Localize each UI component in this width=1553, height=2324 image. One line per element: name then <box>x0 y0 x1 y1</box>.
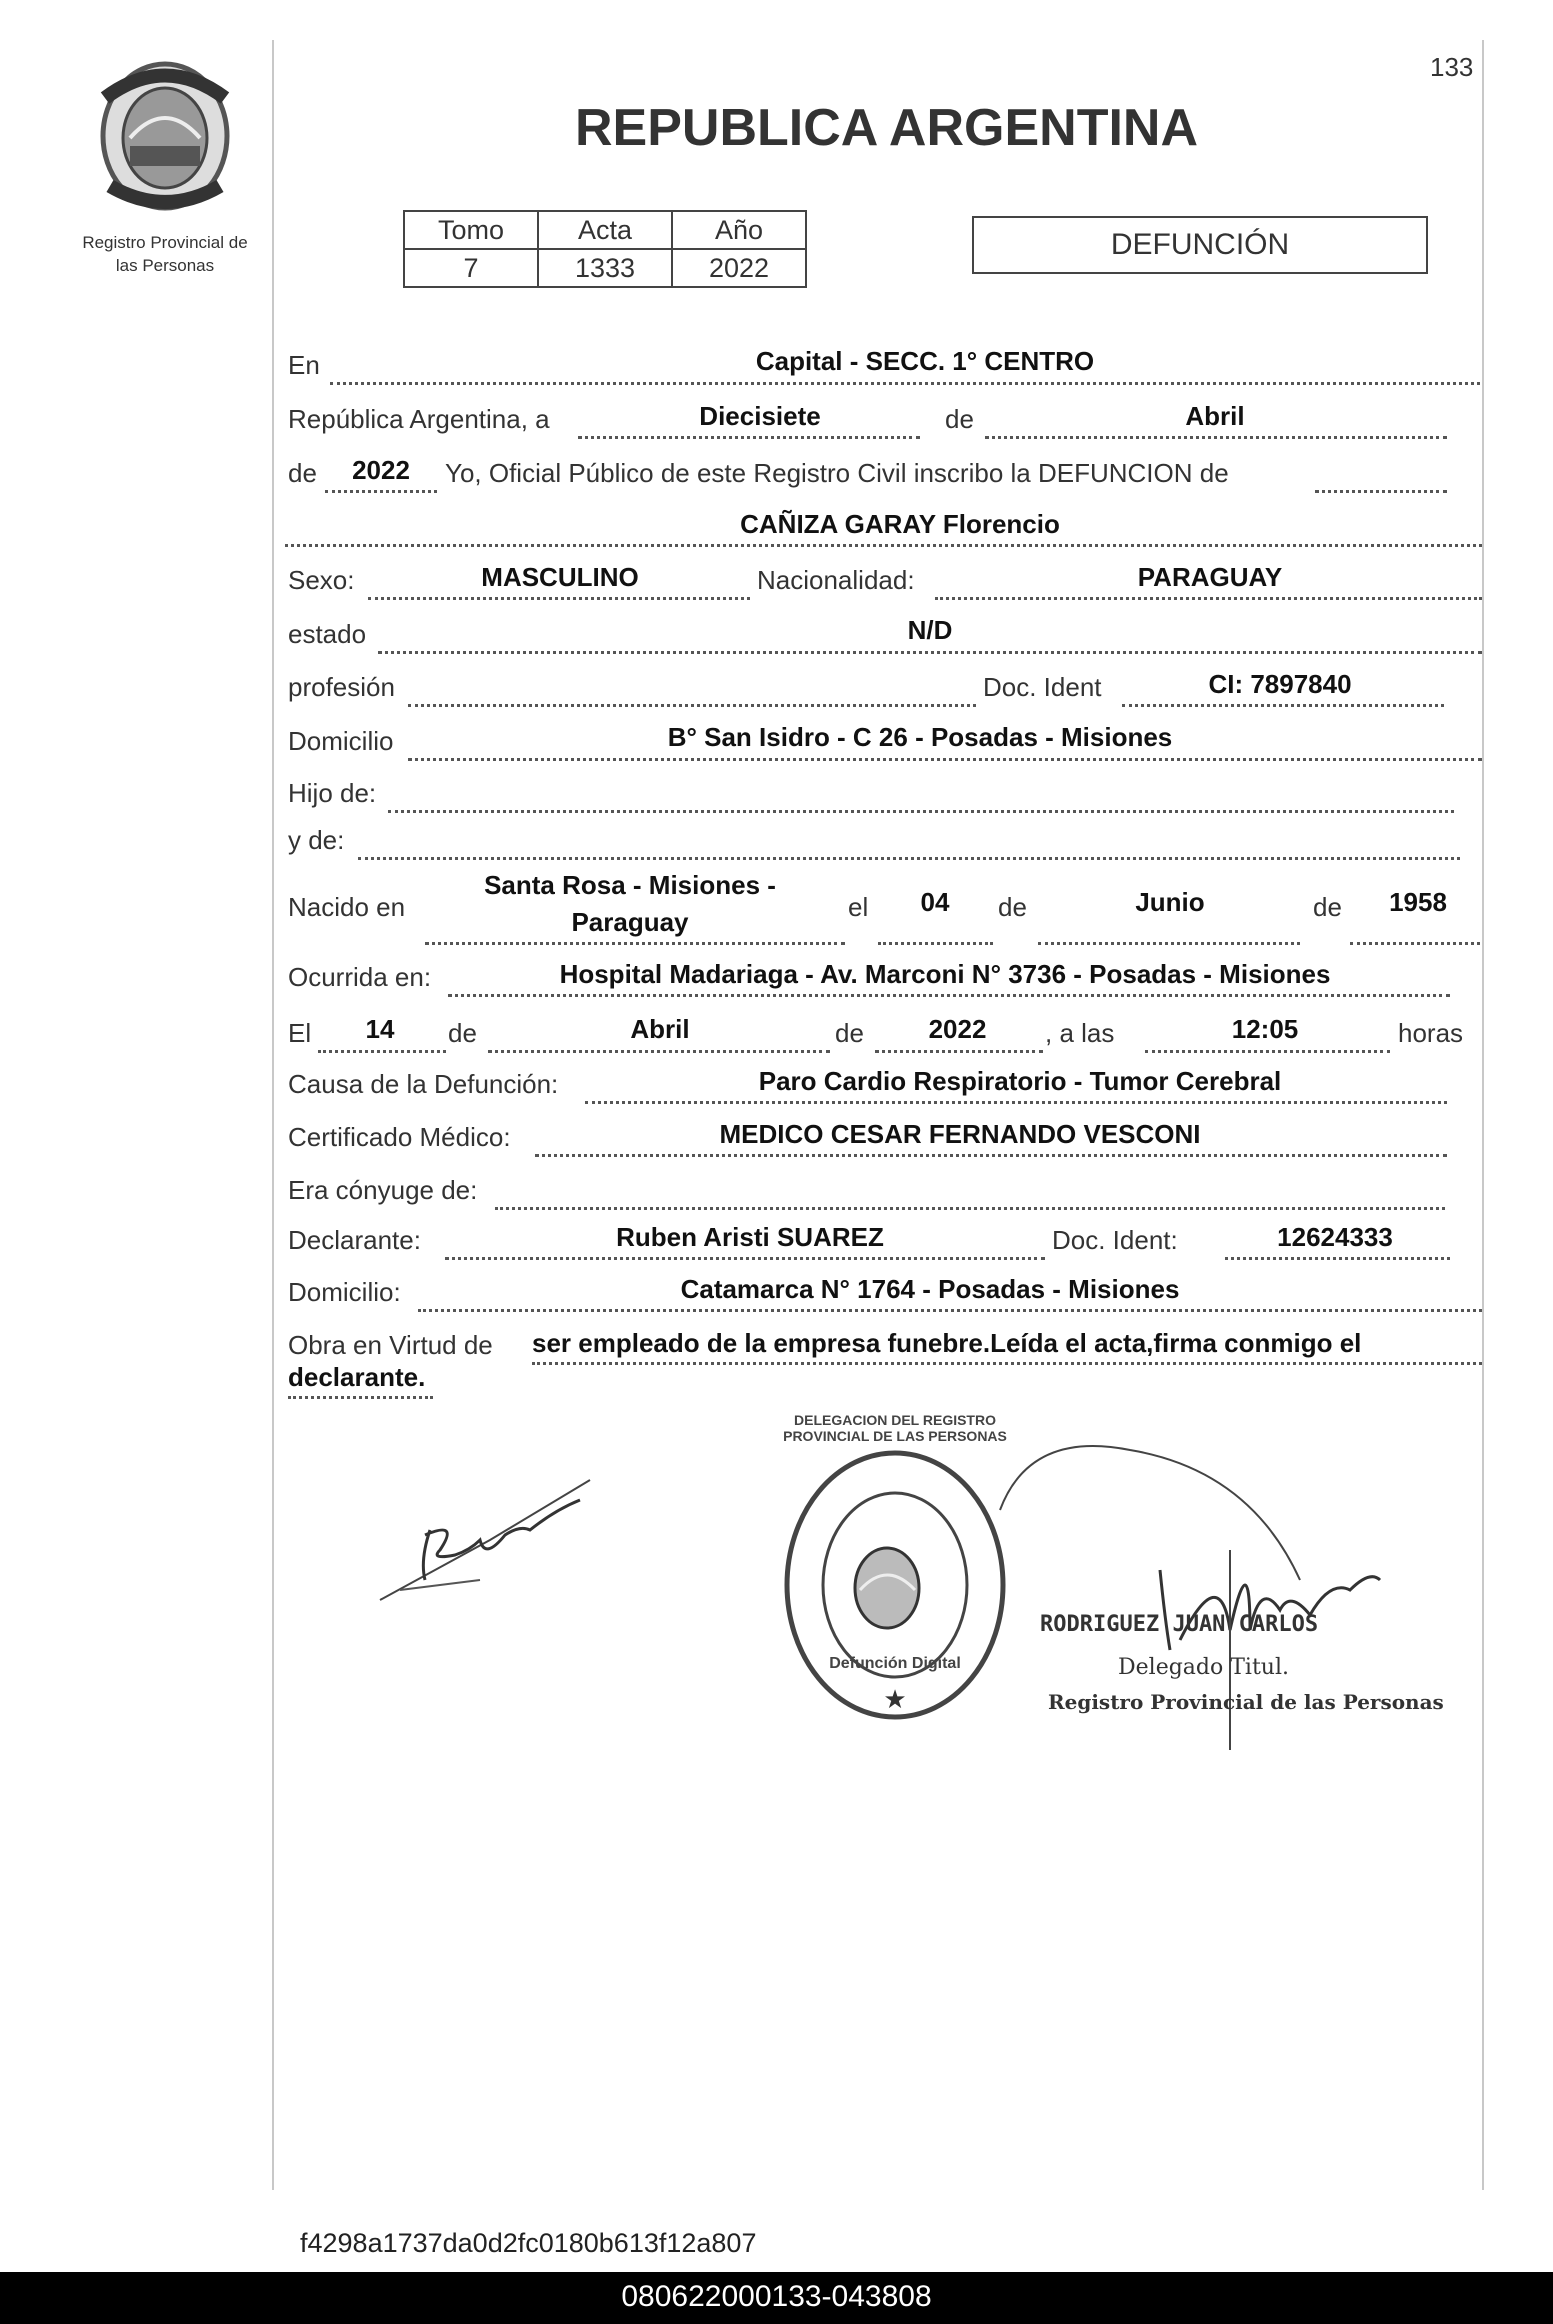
field-nombre: CAÑIZA GARAY Florencio <box>740 509 1060 539</box>
label-y-de: y de: <box>288 825 345 855</box>
dotted-line <box>585 1101 1447 1104</box>
dotted-line <box>532 1362 1482 1365</box>
dotted-line <box>408 758 1482 761</box>
dotted-line <box>935 597 1482 600</box>
field-declarante: Ruben Aristi SUAREZ <box>616 1222 884 1252</box>
label-de: de <box>1313 892 1342 922</box>
field-lugar: Capital - SECC. 1° CENTRO <box>755 346 1095 376</box>
table-header: Año <box>672 211 806 249</box>
table-cell: 2022 <box>672 249 806 287</box>
dotted-line <box>578 436 920 439</box>
label-a-las: , a las <box>1045 1018 1115 1048</box>
barcode-text: 080622000133-043808 <box>621 2280 932 2313</box>
field-def-dia: 14 <box>365 1014 395 1044</box>
label-declarante: Declarante: <box>288 1225 421 1255</box>
table-header: Tomo <box>404 211 538 249</box>
field-nac-anio: 1958 <box>1389 887 1447 917</box>
dotted-line <box>1122 704 1444 707</box>
field-causa: Paro Cardio Respiratorio - Tumor Cerebral <box>758 1066 1282 1096</box>
registry-line-1: Registro Provincial de <box>82 233 248 252</box>
field-domicilio: B° San Isidro - C 26 - Posadas - Misiones <box>667 722 1173 752</box>
stamp-ring-text: DELEGACION DEL REGISTRO PROVINCIAL DE LAS PERSONAS <box>783 1412 1007 1444</box>
label-estado: estado <box>288 619 367 649</box>
svg-text:★: ★ <box>883 1684 907 1714</box>
dotted-line <box>378 651 1482 654</box>
official-role: Delegado Titul. <box>1118 1655 1289 1680</box>
label-doc-ident-2: Doc. Ident: <box>1052 1225 1178 1255</box>
label-de: de <box>998 892 1027 922</box>
field-def-hora: 12:05 <box>1231 1014 1299 1044</box>
label-en: En <box>288 350 320 380</box>
dotted-line <box>875 1050 1043 1053</box>
field-anio-registro: 2022 <box>352 455 410 485</box>
dotted-line <box>1225 1257 1450 1260</box>
field-def-anio: 2022 <box>928 1014 987 1044</box>
label-obra: Obra en Virtud de <box>288 1330 493 1360</box>
dotted-line <box>285 544 1482 547</box>
dotted-line <box>418 1309 1482 1312</box>
dotted-line <box>368 597 750 600</box>
dotted-line <box>495 1207 1445 1210</box>
dotted-line <box>1350 942 1480 945</box>
declarant-signature <box>370 1440 610 1615</box>
label-hijo-de: Hijo de: <box>288 778 377 808</box>
label-profesion: profesión <box>288 672 395 702</box>
field-estado: N/D <box>907 615 953 645</box>
field-obra-line2: declarante. <box>288 1362 426 1392</box>
label-conyuge: Era cónyuge de: <box>288 1175 478 1205</box>
field-declarante-domicilio: Catamarca N° 1764 - Posadas - Misiones <box>680 1274 1180 1304</box>
dotted-line <box>1145 1050 1390 1053</box>
field-dia-registro: Diecisiete <box>699 401 821 431</box>
field-declarante-doc: 12624333 <box>1277 1222 1393 1252</box>
right-margin-line <box>1482 40 1484 2190</box>
page-title: REPUBLICA ARGENTINA <box>575 99 1199 157</box>
label-de: de <box>448 1018 477 1048</box>
label-nacido-en: Nacido en <box>288 892 406 922</box>
field-certificado: MEDICO CESAR FERNANDO VESCONI <box>719 1119 1201 1149</box>
dotted-line <box>388 810 1454 813</box>
dotted-line <box>358 857 1460 860</box>
dotted-line <box>325 490 437 493</box>
dotted-line <box>448 994 1450 997</box>
dotted-line <box>1038 942 1300 945</box>
dotted-line <box>1315 490 1447 493</box>
field-mes-registro: Abril <box>1185 401 1245 431</box>
label-certificado: Certificado Médico: <box>288 1122 511 1152</box>
field-obra-line1: ser empleado de la empresa funebre.Leída el acta,firma conmigo el <box>532 1328 1362 1358</box>
label-horas: horas <box>1398 1018 1464 1048</box>
label-de: de <box>945 404 974 434</box>
table-cell: 1333 <box>538 249 672 287</box>
dotted-line <box>330 382 1480 385</box>
label-domicilio-2: Domicilio: <box>288 1277 401 1307</box>
label-sexo: Sexo: <box>288 565 355 595</box>
official-stamp <box>775 1440 1015 1745</box>
label-de: de <box>835 1018 864 1048</box>
dotted-line <box>488 1050 830 1053</box>
dotted-line <box>535 1154 1447 1157</box>
label-el-cap: El <box>288 1018 312 1048</box>
label-yo-oficial: Yo, Oficial Público de este Registro Civil inscribo la DEFUNCION de <box>445 458 1229 488</box>
left-margin-line <box>272 40 274 2190</box>
field-sexo: MASCULINO <box>481 562 639 592</box>
label-ocurrida-en: Ocurrida en: <box>288 962 432 992</box>
official-name: RODRIGUEZ JUAN CARLOS <box>1040 1612 1319 1637</box>
label-domicilio: Domicilio <box>288 726 394 756</box>
label-republica: República Argentina, a <box>288 404 550 434</box>
stamp-inner-text: Defunción Digital <box>829 1655 961 1672</box>
field-nac-mes: Junio <box>1135 887 1205 917</box>
dotted-line <box>288 1396 433 1399</box>
label-el: el <box>848 892 869 922</box>
dotted-line <box>985 436 1447 439</box>
label-nacionalidad: Nacionalidad: <box>757 565 915 595</box>
field-def-mes: Abril <box>630 1014 690 1044</box>
label-de: de <box>288 458 317 488</box>
registry-line-2: las Personas <box>115 256 215 275</box>
record-type-box: DEFUNCIÓN <box>972 216 1428 274</box>
dotted-line <box>408 704 976 707</box>
table-header: Acta <box>538 211 672 249</box>
dotted-line <box>318 1050 446 1053</box>
field-nacido-en-line1: Santa Rosa - Misiones - <box>484 870 776 900</box>
field-nacionalidad: PARAGUAY <box>1137 562 1283 592</box>
dotted-line <box>425 942 845 945</box>
province-logo <box>90 58 240 223</box>
page-number: 133 <box>1430 52 1474 82</box>
official-office: Registro Provincial de las Personas <box>1048 1690 1444 1714</box>
label-doc-ident: Doc. Ident <box>983 672 1102 702</box>
label-causa: Causa de la Defunción: <box>288 1069 559 1099</box>
record-table <box>403 210 807 288</box>
field-ocurrida-en: Hospital Madariaga - Av. Marconi N° 3736 - Posadas - Misiones <box>559 959 1331 989</box>
table-cell: 7 <box>404 249 538 287</box>
field-doc-ident: CI: 7897840 <box>1208 669 1352 699</box>
field-nac-dia: 04 <box>920 887 950 917</box>
dotted-line <box>445 1257 1045 1260</box>
dotted-line <box>878 942 993 945</box>
document-hash: f4298a1737da0d2fc0180b613f12a807 <box>300 2228 757 2258</box>
field-nacido-en-line2: Paraguay <box>571 907 689 937</box>
